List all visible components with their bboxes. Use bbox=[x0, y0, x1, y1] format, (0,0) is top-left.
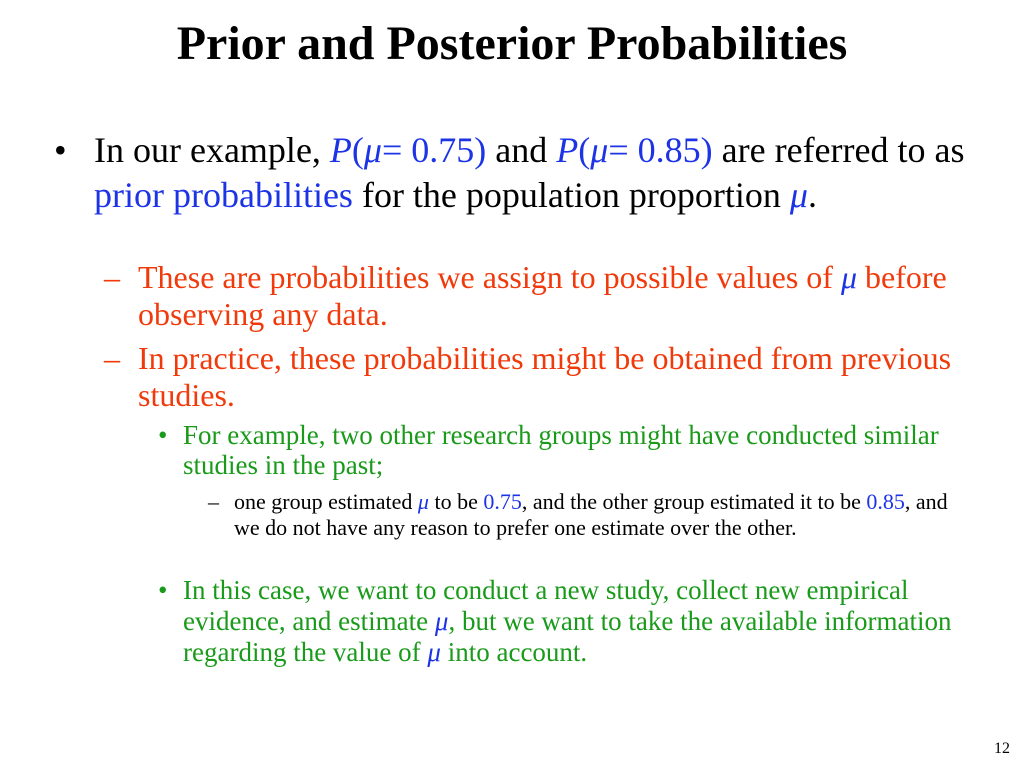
text-segment: For example, two other research groups might have conducted similar studies in the past; bbox=[183, 420, 946, 480]
slide-title: Prior and Posterior Probabilities bbox=[176, 17, 848, 70]
dash-marker: – bbox=[208, 489, 219, 514]
prob-value-075: = 0.75) bbox=[382, 130, 487, 170]
subsubbullet-new-study bbox=[158, 575, 998, 668]
text-segment: one group estimated bbox=[234, 489, 418, 514]
mu-symbol: μ bbox=[363, 130, 382, 170]
detail-text bbox=[234, 489, 968, 540]
mu-symbol: μ bbox=[590, 130, 609, 170]
subsubbullet-example bbox=[158, 420, 998, 480]
text-segment: to be bbox=[428, 489, 484, 514]
text-segment: are referred to as bbox=[712, 130, 974, 170]
bullet-prior-probabilities bbox=[54, 128, 974, 218]
text-segment: In our example, bbox=[94, 130, 330, 170]
subsubbullet-text bbox=[183, 575, 998, 668]
prior-probabilities-term: prior probabilities bbox=[94, 175, 353, 215]
paren: ( bbox=[578, 130, 591, 170]
subsubbullet-text bbox=[183, 420, 998, 480]
text-segment: before observing any data. bbox=[138, 259, 955, 332]
text-segment: for the population proportion bbox=[352, 175, 790, 215]
prob-value-085: = 0.85) bbox=[608, 130, 713, 170]
subbullet-assign-probabilities bbox=[104, 259, 1004, 333]
dash-marker: – bbox=[104, 259, 120, 295]
bullet-marker: • bbox=[158, 420, 168, 450]
mu-symbol: μ bbox=[840, 259, 857, 295]
subbullet-text bbox=[138, 340, 1004, 414]
prob-symbol: P bbox=[329, 130, 352, 170]
bullet-text bbox=[94, 128, 974, 218]
mu-symbol: μ bbox=[434, 606, 449, 636]
text-segment: . bbox=[807, 175, 817, 215]
text-segment: These are probabilities we assign to possible values of bbox=[138, 259, 841, 295]
text-segment: and bbox=[486, 130, 557, 170]
subbullet-text bbox=[138, 259, 1004, 333]
text-segment: into account. bbox=[440, 637, 588, 667]
mu-symbol: μ bbox=[789, 175, 808, 215]
bullet-marker: • bbox=[54, 130, 67, 170]
detail-group-estimates bbox=[208, 489, 968, 540]
text-segment: , and the other group estimated it to be bbox=[521, 489, 867, 514]
paren: ( bbox=[351, 130, 364, 170]
text-segment: , and we do not have any reason to prefer one estimate over the other. bbox=[234, 489, 954, 540]
estimate-value-085: 0.85 bbox=[866, 489, 905, 514]
estimate-value-075: 0.75 bbox=[483, 489, 522, 514]
text-segment: In practice, these probabilities might be obtained from previous studies. bbox=[138, 340, 960, 413]
dash-marker: – bbox=[104, 340, 120, 376]
mu-symbol: μ bbox=[427, 637, 441, 667]
text-segment: , but we want to take the available information regarding the value of bbox=[183, 606, 959, 667]
text-segment: In this case, we want to conduct a new study, collect new empirical evidence, and estimate bbox=[183, 575, 916, 636]
subbullet-previous-studies bbox=[104, 340, 1004, 414]
page-number: 12 bbox=[994, 740, 1010, 757]
prob-symbol: P bbox=[556, 130, 579, 170]
mu-symbol: μ bbox=[417, 489, 429, 514]
bullet-marker: • bbox=[158, 575, 168, 605]
